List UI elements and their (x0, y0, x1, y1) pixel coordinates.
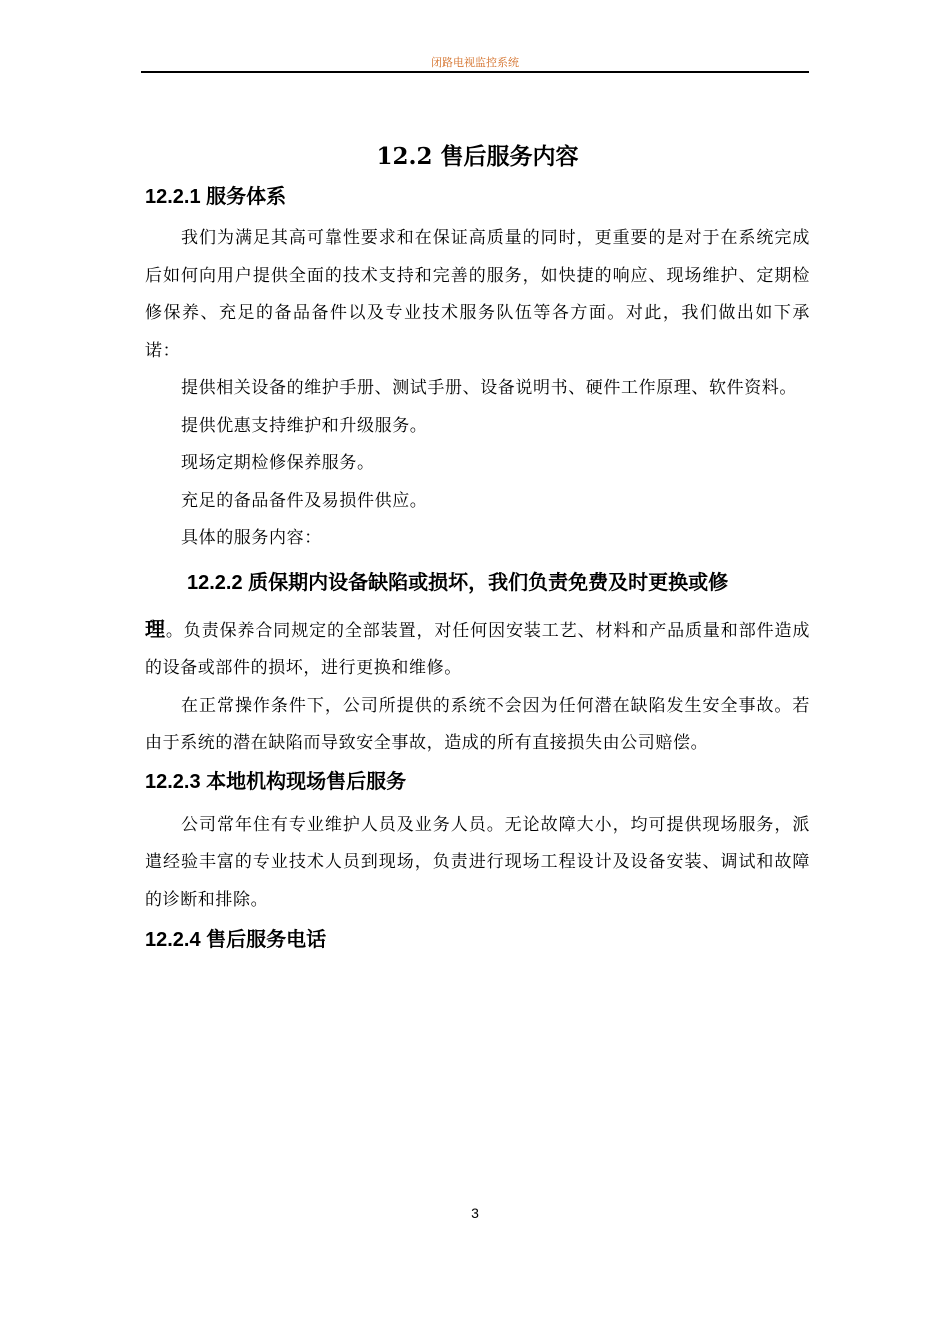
paragraph-warranty (145, 612, 810, 688)
heading-service-phone: 12.2.4 售后服务电话 (145, 929, 327, 951)
heading-warranty: 12.2.2 质保期内设备缺陷或损坏，我们负责免费及时更换或修 (187, 571, 729, 594)
heading-service-system: 12.2.1 服务体系 (145, 186, 287, 208)
running-header: 闭路电视监控系统 (431, 56, 519, 69)
heading-warranty-continuation: 理 (145, 618, 166, 641)
section-title: 12.2 售后服务内容 (376, 143, 579, 170)
document-body (145, 140, 810, 957)
heading-local-service: 12.2.3 本地机构现场售后服务 (145, 770, 407, 793)
paragraph: 公司常年住有专业维护人员及业务人员。无论故障大小，均可提供现场服务，派遣经验丰富的专业技术人员到现场，负责进行现场工程设计及设备安装、调试和故障的诊断和排除。 (145, 814, 810, 910)
paragraph: 充足的备品备件及易损件供应。 (181, 490, 428, 511)
paragraph: 现场定期检修保养服务。 (181, 453, 375, 473)
paragraph: 具体的服务内容： (181, 528, 322, 548)
header-rule (141, 71, 809, 73)
page-number: 3 (471, 1205, 479, 1221)
paragraph-text: 。负责保养合同规定的全部装置，对任何因安装工艺、材料和产品质量和部件造成的设备或部件的损坏，进行更换和维修。 (145, 620, 810, 678)
paragraph: 提供优惠支持维护和升级服务。 (181, 415, 428, 436)
paragraph: 我们为满足其高可靠性要求和在保证高质量的同时，更重要的是对于在系统完成后如何向用户提供全面的技术支持和完善的服务，如快捷的响应、现场维护、定期检修保养、充足的备品备件以及专业技术服务队伍等各方面。对此，我们做出如下承诺： (145, 228, 810, 361)
paragraph: 在正常操作条件下，公司所提供的系统不会因为任何潜在缺陷发生安全事故。若由于系统的潜在缺陷而导致安全事故，造成的所有直接损失由公司赔偿。 (145, 695, 810, 753)
paragraph: 提供相关设备的维护手册、测试手册、设备说明书、硬件工作原理、软件资料。 (181, 378, 797, 398)
